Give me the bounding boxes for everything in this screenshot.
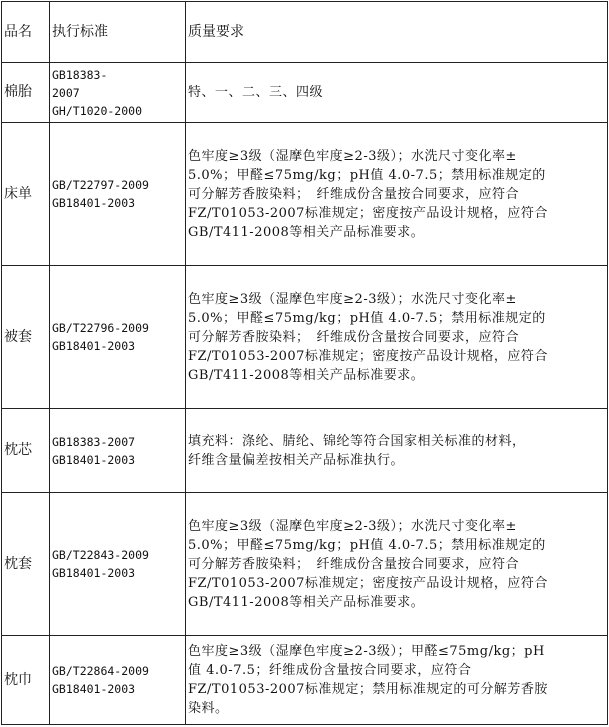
standard-cell (50, 493, 186, 636)
requirement-line: 染料。 (188, 701, 229, 716)
standard-cell (50, 266, 186, 409)
requirement-line: 色牢度≥3级（湿摩色牢度≥2-3级）；水洗尺寸变化率± (188, 291, 517, 307)
table-row (2, 409, 608, 493)
product-name: 床单 (2, 123, 50, 266)
requirement-line: GB/T411-2008等相关产品标准要求。 (188, 367, 425, 383)
requirements-cell (186, 493, 608, 636)
requirement-line: GB/T411-2008等相关产品标准要求。 (188, 594, 425, 610)
requirement-line: FZ/T01053-2007标准规定；密度按产品设计规格，应符合 (188, 348, 548, 364)
requirement-line: 值 4.0-7.5；纤维成份含量按合同要求，应符合 (188, 663, 472, 678)
requirement-line: 可分解芳香胺染料； 纤维成份含量按合同要求，应符合 (188, 186, 520, 202)
product-name: 被套 (2, 266, 50, 409)
requirements-cell (186, 409, 608, 493)
standard-line: GB18383-2007 (52, 434, 136, 449)
standard-line: GB18401-2003 (52, 196, 136, 210)
header-row (2, 2, 608, 63)
requirement-line: GB/T411-2008等相关产品标准要求。 (188, 224, 425, 240)
requirement-line: 色牢度≥3级（湿摩色牢度≥2-3级）；水洗尺寸变化率± (188, 148, 517, 164)
requirement-line: 纤维含量偏差按相关产品标准执行。 (188, 452, 405, 468)
requirement-line: 可分解芳香胺染料； 纤维成份含量按合同要求，应符合 (188, 329, 520, 345)
requirements-cell (186, 63, 608, 123)
standard-line: 2007 (52, 85, 80, 100)
requirement-line: FZ/T01053-2007标准规定；禁用标准规定的可分解芳香胺 (188, 682, 548, 697)
requirement-line: 5.0%；甲醛≤75mg/kg；pH值 4.0-7.5；禁用标准规定的 (188, 537, 546, 553)
requirements-cell (186, 636, 608, 725)
standard-cell (50, 63, 186, 123)
standard-line: GB/T22843-2009 (52, 548, 149, 562)
product-name: 枕巾 (2, 636, 50, 725)
product-name: 枕套 (2, 493, 50, 636)
standard-line: GB/T22796-2009 (52, 321, 149, 335)
requirement-line: 可分解芳香胺染料； 纤维成份含量按合同要求，应符合 (188, 556, 520, 572)
standard-line: GB/T22797-2009 (52, 178, 149, 192)
quality-standards-table (1, 1, 608, 725)
header-standard: 执行标准 (50, 2, 186, 63)
standard-line: GB18401-2003 (52, 452, 136, 467)
requirement-line: 特、一、二、三、四级 (188, 85, 324, 100)
standard-cell (50, 123, 186, 266)
standard-cell (50, 409, 186, 493)
product-name: 枕芯 (2, 409, 50, 493)
requirement-line: 色牢度≥3级（湿摩色牢度≥2-3级）；甲醛≤75mg/kg；pH (188, 644, 545, 659)
requirement-line: 填充料：涤纶、腈纶、锦纶等符合国家相关标准的材料， (188, 433, 526, 449)
table-row (2, 636, 608, 725)
standard-line: GB18401-2003 (52, 682, 136, 696)
requirement-line: 色牢度≥3级（湿摩色牢度≥2-3级）；水洗尺寸变化率± (188, 518, 517, 534)
product-name: 棉胎 (2, 63, 50, 123)
standard-line: GB18401-2003 (52, 339, 136, 353)
table-row (2, 266, 608, 409)
table-row (2, 493, 608, 636)
table-row (2, 123, 608, 266)
header-requirements: 质量要求 (186, 2, 608, 63)
header-product-name: 品名 (2, 2, 50, 63)
requirements-cell (186, 123, 608, 266)
requirement-line: 5.0%；甲醛≤75mg/kg；pH值 4.0-7.5；禁用标准规定的 (188, 167, 546, 183)
requirement-line: FZ/T01053-2007标准规定；密度按产品设计规格，应符合 (188, 575, 548, 591)
standard-line: GB/T22864-2009 (52, 664, 149, 678)
standard-line: GB18401-2003 (52, 566, 136, 580)
requirement-line: FZ/T01053-2007标准规定；密度按产品设计规格，应符合 (188, 205, 548, 221)
standard-line: GB18383- (52, 67, 108, 82)
requirement-line: 5.0%；甲醛≤75mg/kg；pH值 4.0-7.5；禁用标准规定的 (188, 310, 546, 326)
requirements-cell (186, 266, 608, 409)
table-row (2, 63, 608, 123)
standard-cell (50, 636, 186, 725)
standard-line: GH/T1020-2000 (52, 103, 143, 118)
